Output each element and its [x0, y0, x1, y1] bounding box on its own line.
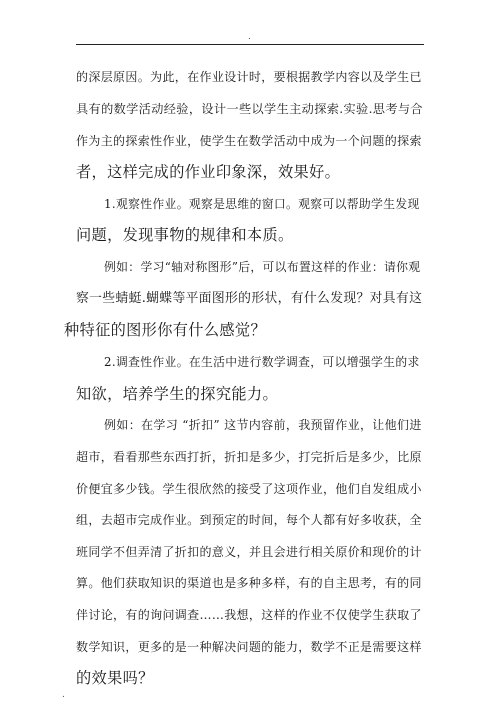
text-line: 具有的数学活动经验，设计一些以学生主动探索.实验.思考与合 [76, 102, 423, 116]
text-line: 2.调查性作业。在生活中进行数学调查，可以增强学生的求 [104, 355, 420, 369]
text-line: 者，这样完成的作业印象深，效果好。 [76, 163, 341, 181]
header-mark: . [248, 32, 251, 42]
text-line: 超市，看看那些东西打折，折扣是多少，打完折后是多少，比原 [76, 450, 422, 464]
text-line: 组，去超市完成作业。到预定的时间，每个人都有好多收获，全 [76, 513, 422, 527]
text-line: 作为主的探索性作业，使学生在数学活动中成为一个问题的探索 [76, 134, 422, 148]
text-line: 例如：学习“轴对称图形”后，可以布置这样的作业：请你观 [104, 260, 421, 274]
text-line: 问题，发现事物的规律和本质。 [76, 226, 294, 244]
text-line: 算。他们获取知识的渠道也是多种多样，有的自主思考，有的同 [76, 576, 422, 590]
text-line: 价便宜多少钱。学生很欣然的接受了这项作业，他们自发组成小 [76, 482, 422, 496]
text-line: 例如：在学习 “折扣” 这节内容前，我预留作业，让他们进 [104, 418, 422, 432]
text-line: 班同学不但弄清了折扣的意义，并且会进行相关原价和现价的计 [76, 545, 422, 559]
text-line: 的深层原因。为此，在作业设计时，要根据教学内容以及学生已 [76, 70, 422, 84]
footer-mark: . [62, 690, 65, 700]
text-line: 1.观察性作业。观察是思维的窗口。观察可以帮助学生发现 [104, 197, 420, 211]
text-line: 伴讨论，有的询问调查……我想，这样的作业不仅使学生获取了 [76, 608, 422, 622]
text-line: 的效果吗？ [76, 669, 154, 687]
text-line: 知欲，培养学生的探究能力。 [76, 385, 278, 403]
header-rule [76, 44, 424, 45]
text-line: 察一些蜻蜓.蝴蝶等平面图形的形状，有什么发现？对具有这 [76, 291, 423, 306]
text-line: 种特征的图形你有什么感觉？ [64, 321, 266, 339]
text-line: 数学知识，更多的是一种解决问题的能力，数学不正是需要这样 [76, 640, 422, 654]
